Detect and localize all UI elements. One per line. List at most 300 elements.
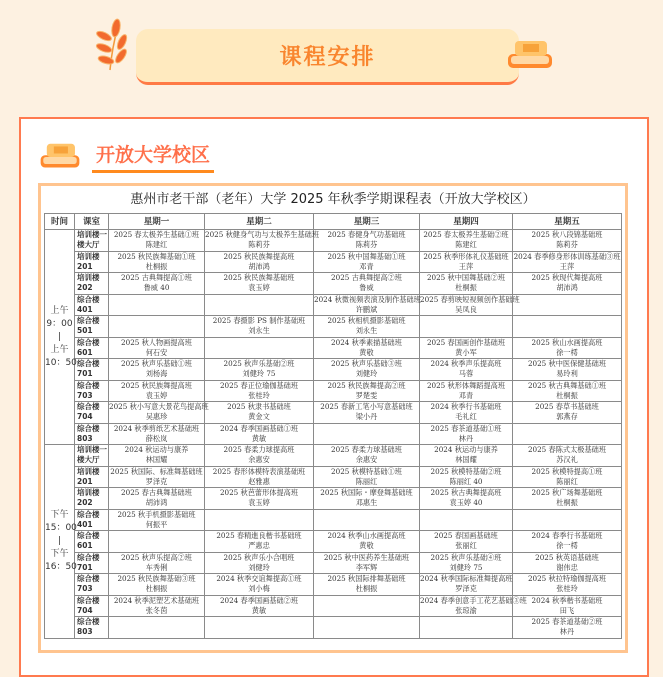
classroom: 综合楼 601 [75,531,109,553]
course-name: 2025 春太极养生基础②班 [423,230,509,240]
classroom: 综合楼 803 [75,617,109,639]
course-cell [420,359,513,381]
course-name: 2024 秋季国际标准舞提高班 [420,574,513,584]
course-name: 2024 秋运动与康养 [434,445,498,455]
course-name: 2024 秋季交谊舞提高①班 [216,574,302,584]
section-title: 开放大学校区 [92,140,214,173]
classroom: 综合楼 803 [75,423,109,445]
time-text: | [57,535,62,546]
table-row [45,574,622,596]
course-cell [420,466,513,488]
teacher-name: 吴惠珍 [145,412,168,422]
course-name: 2024 秋微视频表演及制作基础班 [314,294,421,304]
course-name: 2025 秋国际・摩登舞基础班 [320,488,413,498]
course-cell [109,595,205,617]
course-cell [420,423,513,445]
course-name: 2025 秋声乐基础①班 [121,359,192,369]
table-header-row [45,214,622,230]
course-name: 2024 春季修身形体训练基础③班 [513,251,621,261]
course-name: 2025 秋民族舞基础班 [223,273,295,283]
teacher-name: 张桂玲 [248,390,270,400]
course-cell [205,273,314,295]
teacher-name: 黄敏 [251,605,267,615]
course-name: 2025 春精進良楷书基础班 [216,531,302,541]
classroom: 综合楼 701 [75,359,109,381]
teacher-name: 张桂玲 [556,584,578,594]
course-name: 2025 春茶道基础②班 [531,617,603,627]
course-name: 2024 春季国画基础①班 [219,423,299,433]
course-cell [513,251,622,273]
teacher-name: 袁玉婷 [145,390,168,400]
course-name: 2025 秋民族舞基础③班 [117,574,196,584]
teacher-name: 陈莉芬 [248,240,270,250]
teacher-name: 王萍 [559,261,575,271]
course-cell [205,423,314,445]
course-cell [420,488,513,510]
course-name: 2025 秋模特基础①班 [331,466,402,476]
teacher-name: 刘健玲 75 [449,562,483,572]
course-name: 2025 春剪映短视频创作基础班 [420,294,520,304]
course-cell [109,294,205,316]
teacher-name: 黄敬 [359,347,374,357]
books-icon [38,141,82,173]
course-cell [205,380,314,402]
course-cell [513,380,622,402]
course-name: 2025 秋古典舞提高班 [430,488,502,498]
table-row [45,230,622,252]
course-cell [420,617,513,639]
time-text: | [57,331,62,342]
column-header: 课室 [75,214,109,230]
course-cell [314,294,420,316]
course-cell [420,531,513,553]
teacher-name: 刘永生 [355,326,378,336]
teacher-name: 余惠安 [248,455,270,465]
course-cell [420,273,513,295]
table-row [45,251,622,273]
course-cell [109,488,205,510]
table-row [45,509,622,531]
teacher-name: 梁小丹 [355,412,378,422]
classroom: 培训楼 202 [75,488,109,510]
course-name: 2025 春陈式太极基础班 [527,445,607,455]
teacher-name: 车秀俐 [145,562,168,572]
course-cell [420,595,527,617]
course-cell [420,230,513,252]
course-name: 2025 秋季形体礼仪基础班 [423,251,509,261]
teacher-name: 徐一樗 [556,347,578,357]
table-row [45,595,622,617]
course-cell [109,466,205,488]
teacher-name: 马蓉 [458,369,474,379]
course-cell [513,230,622,252]
teacher-name: 罗楚雯 [355,390,378,400]
course-cell [109,316,205,338]
teacher-name: 胡沛鸿 [556,283,578,293]
page-title-banner [136,29,519,85]
teacher-name: 刘杨海 [145,369,168,379]
classroom: 培训楼 201 [75,466,109,488]
course-name: 2025 秋民族舞基础①班 [117,251,196,261]
teacher-name: 毛礼红 [455,412,477,422]
course-cell [314,574,420,596]
course-cell [205,531,314,553]
teacher-name: 黄敬 [359,541,374,551]
course-name: 2025 秋小写意大景花鸟提高班 [109,402,209,412]
course-cell [513,359,622,381]
teacher-name: 刘永生 [248,326,270,336]
course-name: 2024 秋季剪纸艺术基础班 [113,423,200,433]
teacher-name: 余惠安 [355,455,378,465]
course-name: 2025 春柔力球基础班 [331,445,402,455]
classroom: 综合楼 401 [75,294,109,316]
table-row [45,359,622,381]
course-name: 2025 秋山水画提高班 [531,337,603,347]
course-name: 2025 秋民族舞提高班 [121,380,192,390]
course-name: 2025 春太极养生基础①班 [113,230,200,240]
course-name: 2025 秋人物画提高班 [121,337,192,347]
course-cell [109,337,205,359]
course-cell [513,337,622,359]
course-name: 2025 秋手机摄影基础班 [117,509,196,519]
course-cell [513,402,622,424]
time-text: 15：00 [45,522,77,533]
table-row [45,617,622,639]
course-name: 2024 秋季素描基础班 [331,337,402,347]
course-name: 2025 秋芭蕾形体提高班 [219,488,299,498]
course-name: 2025 古典舞提高①班 [121,273,192,283]
teacher-name: 赵雅惠 [248,476,270,486]
course-name: 2025 春草书基础班 [535,402,599,412]
course-name: 2025 春正位瑜伽基础班 [219,380,299,390]
teacher-name: 苏汉礼 [556,455,578,465]
course-cell [205,294,314,316]
course-cell [109,380,205,402]
course-cell [205,359,314,381]
course-cell [513,488,622,510]
course-name: 2025 秋中国舞基础①班 [327,251,406,261]
table-row [45,552,622,574]
teacher-name: 罗泽克 [455,584,477,594]
course-name: 2025 秋拉特瑜伽提高班 [527,574,607,584]
course-cell [314,445,420,467]
teacher-name: 刘健玲 [248,562,270,572]
table-row [45,445,622,467]
course-name: 2025 秋现代舞提高班 [531,273,603,283]
course-name: 2024 秋季声乐提高班 [430,359,502,369]
course-cell [513,273,622,295]
course-name: 2025 古典舞提高②班 [331,273,402,283]
course-cell [420,445,513,467]
teacher-name: 田飞 [559,605,575,615]
column-header: 星期一 [109,214,205,230]
course-cell [513,595,622,617]
teacher-name: 严惠忠 [248,541,270,551]
classroom: 综合楼 703 [75,574,109,596]
teacher-name: 杜桐振 [455,283,477,293]
course-cell [205,574,314,596]
classroom: 综合楼 704 [75,402,109,424]
course-name: 2024 春季行书基础班 [531,531,603,541]
table-title: 惠州市老干部（老年）大学 2025 年秋季学期课程表（开放大学校区） [130,192,536,207]
course-name: 2025 秋民族舞提高班 [223,251,295,261]
course-cell [513,509,622,531]
table-row [45,488,622,510]
teacher-name: 杜桐振 [355,584,378,594]
course-name: 2025 春健身气功基础班 [327,230,406,240]
course-cell [420,402,513,424]
course-cell [314,337,420,359]
course-cell [420,251,513,273]
course-name: 2025 秋中国舞基础②班 [426,273,506,283]
teacher-name: 袁玉婷 [248,498,270,508]
course-name: 2025 春古典舞基础班 [121,488,192,498]
course-name: 2025 秋声乐基础②班 [223,359,295,369]
teacher-name: 刘健玲 75 [242,369,276,379]
course-cell [205,402,314,424]
course-cell [420,337,513,359]
course-name: 2024 秋运动与康养 [124,445,189,455]
course-cell [314,531,420,553]
teacher-name: 陈丽红 40 [449,476,483,486]
course-name: 2025 春摄影 PS 制作基础班 [212,316,306,326]
course-cell [513,423,622,445]
course-cell [314,423,420,445]
course-name: 2025 秋中医药养生基础班 [323,552,410,562]
course-cell [314,251,420,273]
teacher-name: 薛松岚 [145,433,168,443]
course-cell [513,552,622,574]
classroom: 培训楼 202 [75,273,109,295]
course-cell [314,466,420,488]
course-cell [109,574,205,596]
teacher-name: 张琼渝 [455,605,477,615]
teacher-name: 陈莉芬 [355,240,378,250]
course-name: 2025 秋健身气功与太极养生基础班 [205,230,320,240]
teacher-name: 何振平 [145,519,168,529]
table-row [45,273,622,295]
classroom: 综合楼 501 [75,316,109,338]
course-cell [314,617,420,639]
course-name: 2025 春国画基础班 [434,531,498,541]
course-cell [205,230,320,252]
course-cell [205,445,314,467]
teacher-name: 黄小军 [455,347,477,357]
course-name: 2024 春季创意手工花艺基础③班 [420,595,527,605]
column-header: 星期三 [314,214,420,230]
course-cell [420,574,513,596]
time-slot [45,445,75,639]
teacher-name: 杜桐振 [145,584,168,594]
course-name: 2025 春新工笔小写意基础班 [320,402,413,412]
column-header: 星期五 [513,214,622,230]
course-cell [205,488,314,510]
teacher-name: 杜桐振 [556,498,578,508]
course-name: 2025 秋声乐小合唱班 [223,552,295,562]
course-cell [314,230,420,252]
course-name: 2025 秋模特提高①班 [531,466,603,476]
teacher-name: 鲁威 40 [143,283,170,293]
course-cell [205,509,314,531]
course-cell [420,509,513,531]
teacher-name: 胡沛鸿 [248,261,270,271]
column-header: 星期四 [420,214,513,230]
teacher-name: 黄金文 [248,412,270,422]
course-cell [109,251,205,273]
classroom: 综合楼 701 [75,552,109,574]
teacher-name: 陈莉芬 [556,240,578,250]
teacher-name: 罗泽克 [145,476,168,486]
teacher-name: 杜桐振 [556,390,578,400]
teacher-name: 刘小梅 [248,584,270,594]
teacher-name: 杜桐振 [145,261,168,271]
course-cell [513,316,622,338]
classroom: 培训楼一楼大厅 [75,445,109,467]
teacher-name: 袁玉婷 [248,283,270,293]
course-cell [513,617,622,639]
teacher-name: 张丽红 [455,541,477,551]
table-row [45,531,622,553]
classroom: 综合楼 703 [75,380,109,402]
section-header [38,140,214,173]
course-cell [109,531,205,553]
course-cell [420,380,513,402]
teacher-name: 邓青 [458,390,474,400]
course-cell [109,402,209,424]
page-title: 课程安排 [279,45,376,70]
course-cell [109,423,205,445]
teacher-name: 许鹏斌 [355,304,378,314]
column-header: 星期二 [205,214,314,230]
teacher-name: 袁玉婷 40 [449,498,483,508]
teacher-name: 邓青 [359,261,374,271]
time-text: 上午 [50,344,69,355]
teacher-name: 林丹 [458,433,474,443]
teacher-name: 谢伟忠 [556,562,578,572]
time-text: 9：00 [46,318,73,329]
table-row [45,294,622,316]
course-cell [314,595,420,617]
teacher-name: 林国耀 [455,455,477,465]
teacher-name: 吴凤良 [455,304,477,314]
course-name: 2025 秋相机摄影基础班 [327,316,406,326]
time-text: 上午 [50,305,69,316]
time-text: 16：50 [45,561,77,572]
time-slot [45,230,75,445]
course-name: 2025 秋古典舞基础①班 [527,380,607,390]
leaf-icon [90,18,130,73]
course-name: 2024 秋季山水画提高班 [327,531,406,541]
course-name: 2025 秋声乐提高②班 [121,552,192,562]
course-cell [205,337,314,359]
course-name: 2025 秋八段锦基础班 [531,230,603,240]
course-name: 2025 春国画创作基础班 [426,337,506,347]
teacher-name: 陈建红 [145,240,168,250]
teacher-name: 陈丽红 [355,476,378,486]
teacher-name: 黄敏 [251,433,267,443]
course-name: 2025 秋模特基础②班 [430,466,502,476]
time-text: 下午 [50,548,69,559]
course-cell [109,617,205,639]
course-name: 2025 秋隶书基础班 [227,402,291,412]
teacher-name: 鲁威 [359,283,374,293]
teacher-name: 徐一樗 [556,541,578,551]
course-cell [513,294,622,316]
course-name: 2024 秋季行书基础班 [430,402,502,412]
teacher-name: 林国耀 [145,455,168,465]
course-cell [314,273,420,295]
course-name: 2024 秋季楷书基础班 [531,595,603,605]
teacher-name: 刘健玲 [355,369,378,379]
course-cell [513,531,622,553]
course-cell [314,552,420,574]
course-cell [205,617,314,639]
column-header: 时间 [45,214,75,230]
course-cell [109,509,205,531]
course-cell [109,273,205,295]
course-cell [513,466,622,488]
teacher-name: 何石安 [145,347,168,357]
course-name: 2025 秋民族舞提高②班 [327,380,406,390]
teacher-name: 王萍 [458,261,474,271]
teacher-name: 邓惠生 [355,498,378,508]
course-cell [314,380,420,402]
course-name: 2025 春形体模特表演基础班 [212,466,306,476]
time-text: 下午 [50,509,69,520]
schedule-table [44,213,622,639]
course-cell [205,251,314,273]
table-row [45,380,622,402]
course-cell [205,595,314,617]
course-cell [420,294,520,316]
course-cell [513,445,622,467]
course-cell [314,359,420,381]
course-cell [109,552,205,574]
teacher-name: 胡沛鸿 [145,498,168,508]
course-cell [314,509,420,531]
course-name: 2025 春茶道基础①班 [430,423,502,433]
classroom: 培训楼 201 [75,251,109,273]
course-name: 2025 秋形体舞蹈提高班 [426,380,506,390]
time-text: 10：50 [45,357,77,368]
teacher-name: 陈丽红 [556,476,578,486]
table-row [45,423,622,445]
course-cell [205,466,314,488]
course-cell [109,445,205,467]
course-name: 2025 春柔力球提高班 [223,445,295,455]
teacher-name: 李军辉 [355,562,378,572]
classroom: 综合楼 401 [75,509,109,531]
teacher-name: 张冬茵 [145,605,168,615]
classroom: 综合楼 601 [75,337,109,359]
course-cell [109,359,205,381]
course-cell [513,574,622,596]
course-name: 2025 秋声乐基础③班 [331,359,402,369]
teacher-name: 陈建红 [455,240,477,250]
course-cell [314,402,420,424]
teacher-name: 易玲利 [556,369,578,379]
course-name: 2025 秋国际排舞基础班 [327,574,406,584]
table-row [45,402,622,424]
schedule-table-container [38,183,628,653]
course-cell [314,488,420,510]
course-cell [205,552,314,574]
books-icon [505,38,555,74]
course-cell [420,316,513,338]
table-row [45,337,622,359]
course-cell [420,552,513,574]
teacher-name: 郭燕存 [556,412,578,422]
